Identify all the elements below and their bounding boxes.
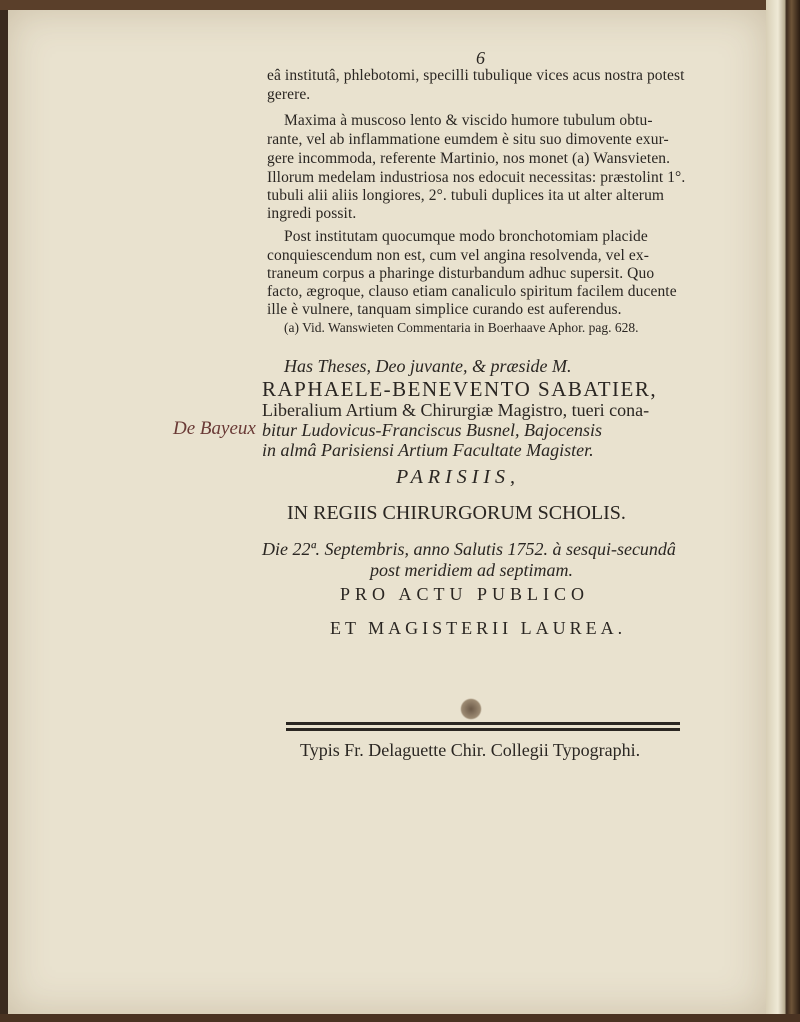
text-line: gere incommoda, referente Martinio, nos monet (a) Wansvieten. (267, 150, 671, 167)
school: IN REGIIS CHIRURGORUM SCHOLIS. (287, 502, 626, 524)
title-line: Liberalium Artium & Chirurgiæ Magistro, tueri cona- (262, 400, 650, 420)
text-line: conquiescendum non est, cum vel angina resolvenda, vel ex- (267, 247, 649, 264)
top-edge (0, 0, 800, 10)
printer-line: Typis Fr. Delaguette Chir. Collegii Typographi. (300, 740, 641, 760)
date-line: Die 22ª. Septembris, anno Salutis 1752. à sesqui-secundâ (262, 539, 676, 559)
text-line: ingredi possit. (267, 205, 357, 222)
text-line: rante, vel ab inflammatione eumdem è situ suo dimovente exur- (267, 131, 669, 148)
title-line: bitur Ludovicus-Franciscus Busnel, Bajocensis (262, 420, 602, 440)
page-number: 6 (476, 48, 485, 68)
text-line: traneum corpus a pharinge disturbandum adhuc supersit. Quo (267, 265, 655, 282)
text-line: facto, ægroque, clauso etiam canaliculo spiritum facilem ducente (267, 283, 677, 300)
text-line: tubuli alii aliis longiores, 2°. tubuli duplices ita ut alter alterum (267, 187, 665, 204)
text-line: Illorum medelam industriosa nos edocuit necessitas: præstolint 1°. (267, 169, 686, 186)
text-line: Post institutam quocumque modo bronchotomiam placide (284, 228, 648, 245)
book-spine (766, 0, 800, 1022)
ornament (460, 698, 482, 720)
theses-line: Has Theses, Deo juvante, & præside M. (284, 356, 572, 376)
laurea-line: ET MAGISTERII LAUREA. (330, 618, 627, 638)
footnote: (a) Vid. Wanswieten Commentaria in Boerhaave Aphor. pag. 628. (284, 320, 639, 335)
text-line: eâ institutâ, phlebotomi, specilli tubulique vices acus nostra potest (267, 67, 685, 84)
title-line: in almâ Parisiensi Artium Facultate Magister. (262, 440, 594, 460)
bottom-edge (0, 1014, 800, 1022)
actu-line: PRO ACTU PUBLICO (340, 584, 590, 604)
date-line: post meridiem ad septimam. (370, 560, 573, 580)
place: PARISIIS, (396, 466, 521, 488)
text-line: gerere. (267, 86, 311, 103)
praeses-name: RAPHAELE-BENEVENTO SABATIER, (262, 377, 658, 401)
handwritten-note: De Bayeux (173, 418, 256, 439)
text-line: Maxima à muscoso lento & viscido humore tubulum obtu- (284, 112, 653, 129)
text-line: ille è vulnere, tanquam simplice curando est auferendus. (267, 301, 622, 318)
